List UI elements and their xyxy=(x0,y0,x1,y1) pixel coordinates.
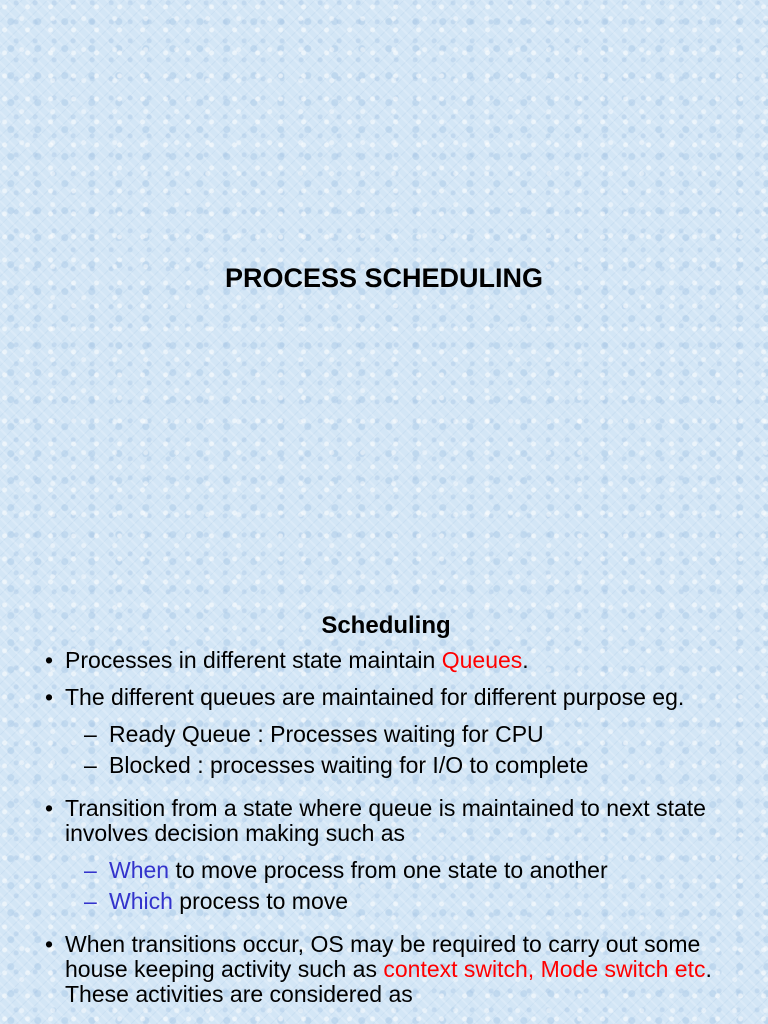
bullet-text-end: . xyxy=(522,647,529,673)
sub-item-ready-queue xyxy=(0,722,768,747)
highlight-which: Which xyxy=(109,888,173,914)
sub-text: Blocked : processes waiting for I/O to complete xyxy=(109,752,589,778)
sub-text: to move process from one state to another xyxy=(169,857,608,883)
highlight-context-switch: context switch, Mode switch etc xyxy=(383,956,706,982)
bullet-dot: • xyxy=(45,931,54,957)
bullet-text: When transitions occur, OS may be required to carry out some house keeping activity such as xyxy=(65,931,701,982)
sub-text: process to move xyxy=(172,888,349,914)
sub-list-decisions xyxy=(0,858,768,914)
slide-title: PROCESS SCHEDULING xyxy=(224,263,544,293)
sub-list-queues xyxy=(0,722,768,778)
sub-dash: – xyxy=(84,857,97,883)
highlight-queues: Queues xyxy=(441,647,523,673)
sub-text: Ready Queue : Processes waiting for CPU xyxy=(109,721,544,747)
bullet-queues xyxy=(0,648,768,673)
bullet-text-end: . These activities are considered as xyxy=(65,956,712,1007)
sub-item-blocked xyxy=(0,753,768,778)
sub-dash: – xyxy=(84,888,97,914)
bullet-different-queues xyxy=(0,685,768,710)
bullet-text: The different queues are maintained for different purpose eg. xyxy=(65,684,685,710)
bullet-text: Processes in different state maintain xyxy=(65,647,442,673)
bullet-text: Transition from a state where queue is maintained to next state involves decision making such as xyxy=(65,795,706,846)
bullet-transition xyxy=(0,796,768,846)
section-heading: Scheduling xyxy=(321,612,451,639)
bullet-transitions-occur xyxy=(0,932,768,1007)
bullet-dot: • xyxy=(45,684,54,710)
sub-dash: – xyxy=(84,752,97,778)
sub-dash: – xyxy=(84,721,97,747)
sub-item-which xyxy=(0,889,768,914)
bullet-dot: • xyxy=(45,647,54,673)
sub-item-when xyxy=(0,858,768,883)
scheduling-section xyxy=(0,612,768,1019)
highlight-when: When xyxy=(109,857,170,883)
bullet-dot: • xyxy=(45,795,54,821)
